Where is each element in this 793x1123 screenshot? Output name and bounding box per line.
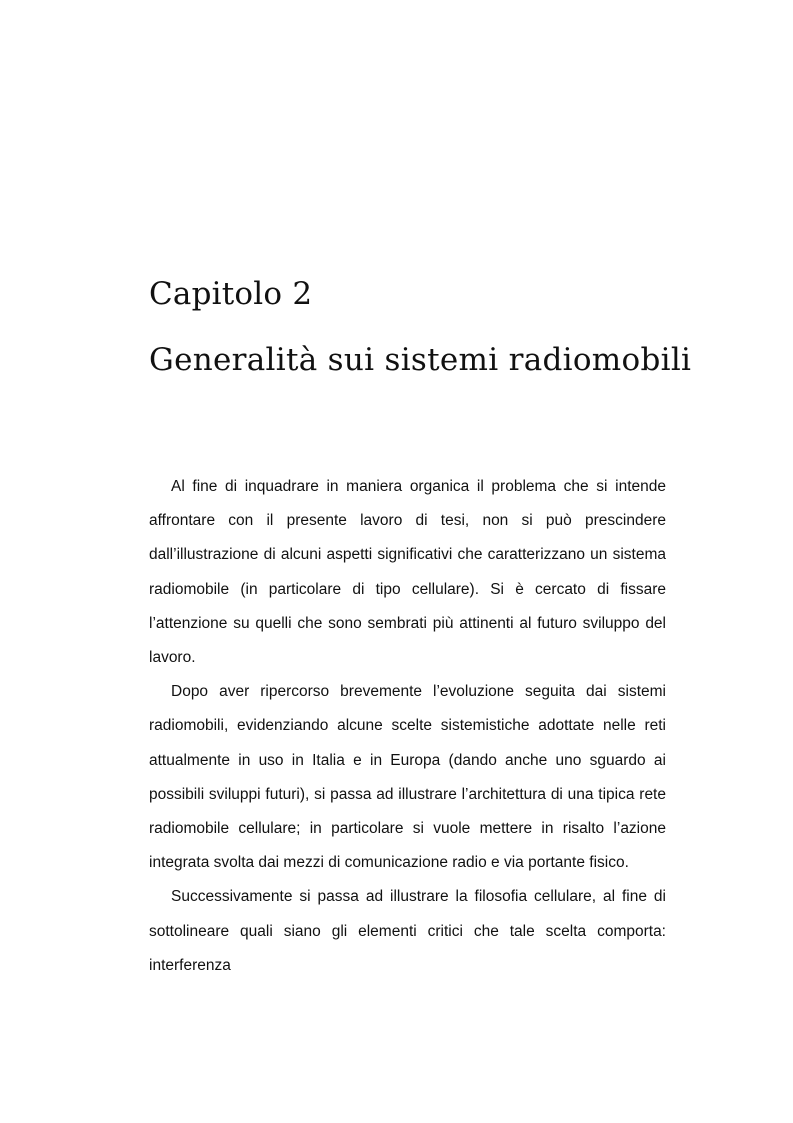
chapter-label: Capitolo 2: [149, 276, 313, 312]
body-text: [149, 470, 666, 983]
paragraph: Dopo aver ripercorso brevemente l’evoluzione seguita dai sistemi radiomobili, evidenziando alcune scelte sistemistiche adottate nelle reti attualmente in uso in Italia e in Europa (dando anche uno sguardo ai possibili sviluppi futuri), si passa ad illustrare l’architettura di una tipica rete radiomobile cellulare; in particolare si vuole mettere in risalto l’azione integrata svolta dai mezzi di comunicazione radio e via portante fisico.: [149, 683, 666, 872]
chapter-title: Generalità sui sistemi radiomobili: [149, 342, 692, 378]
paragraph: Al fine di inquadrare in maniera organica il problema che si intende affrontare con il presente lavoro di tesi, non si può prescindere dall’illustrazione di alcuni aspetti significativi che caratterizzano un sistema radiomobile (in particolare di tipo cellulare). Si è cercato di fissare l’attenzione su quelli che sono sembrati più attinenti al futuro sviluppo del lavoro.: [149, 478, 666, 667]
paragraph: Successivamente si passa ad illustrare la filosofia cellulare, al fine di sottolineare quali siano gli elementi critici che tale scelta comporta: interferenza: [149, 888, 666, 974]
